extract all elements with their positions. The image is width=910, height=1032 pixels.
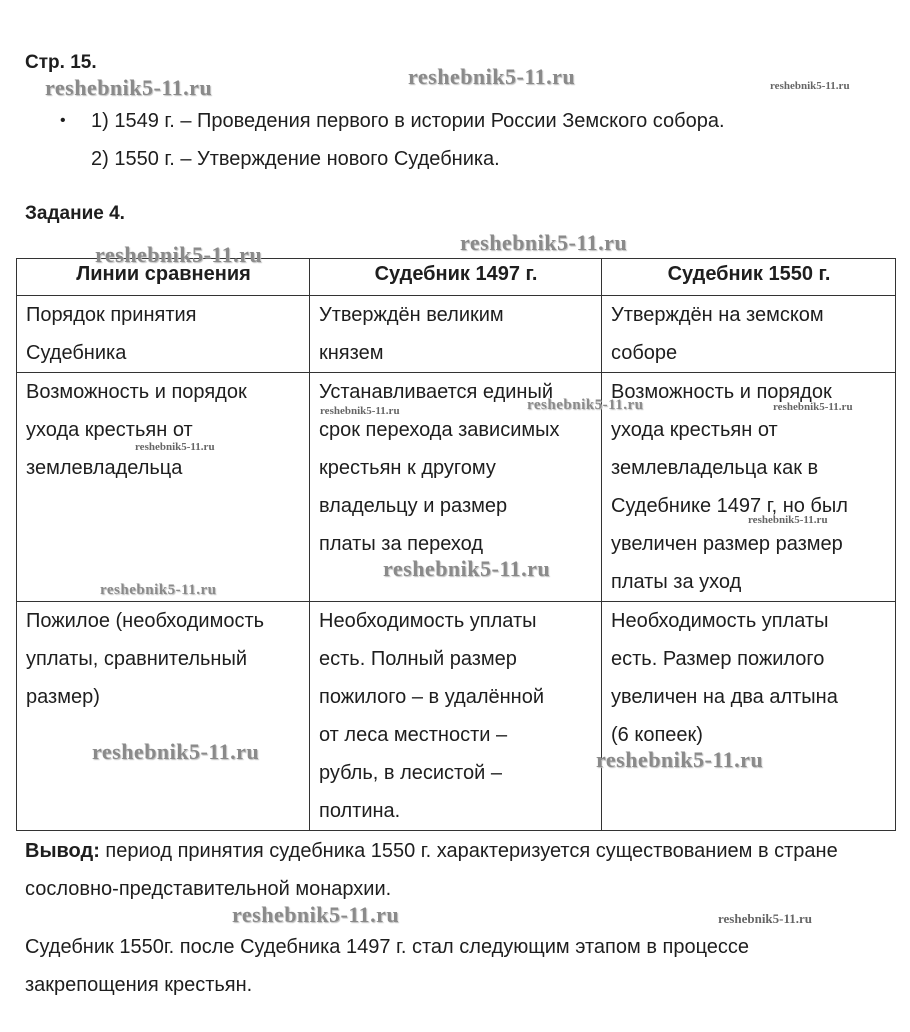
final-paragraph: Судебник 1550г. после Судебника 1497 г. стал следующим этапом в процессе закрепощения крестьян. — [25, 936, 750, 996]
watermark: reshebnik5-11.ru — [92, 739, 260, 764]
watermark: reshebnik5-11.ru — [596, 747, 764, 772]
list-item: 2) 1550 г. – Утверждение нового Судебника. — [91, 148, 500, 170]
column-header: Судебник 1497 г. — [310, 259, 602, 296]
watermark: reshebnik5-11.ru — [135, 441, 215, 453]
task-title: Задание 4. — [25, 203, 125, 224]
watermark: reshebnik5-11.ru — [408, 64, 576, 89]
conclusion-label: Вывод: — [25, 840, 100, 862]
watermark: reshebnik5-11.ru — [320, 405, 400, 417]
conclusion-paragraph — [25, 832, 885, 908]
watermark: reshebnik5-11.ru — [718, 911, 813, 926]
column-header: Линии сравнения — [17, 259, 310, 296]
conclusion-text: период принятия судебника 1550 г. характеризуется существованием в стране сословно-представительной монархии. — [25, 840, 838, 900]
page-reference: Стр. 15. — [25, 52, 97, 73]
table-cell: Утверждён великим князем — [310, 296, 602, 373]
table-cell: Возможность и порядок ухода крестьян от землевладельца как в Судебнике 1497 г, но был увеличен размер размер платы за уход — [602, 373, 896, 602]
watermark: reshebnik5-11.ru — [95, 242, 263, 267]
list-item: 1) 1549 г. – Проведения первого в истории России Земского собора. — [91, 110, 725, 132]
watermark: reshebnik5-11.ru — [232, 902, 400, 927]
watermark: reshebnik5-11.ru — [527, 397, 644, 413]
watermark: reshebnik5-11.ru — [770, 80, 850, 92]
table-cell: Необходимость уплаты есть. Размер пожилого увеличен на два алтына (6 копеек) — [602, 602, 896, 831]
table-cell: Устанавливается единый срок перехода зависимых крестьян к другому владельцу и размер платы за переход — [310, 373, 602, 602]
watermark: reshebnik5-11.ru — [383, 556, 551, 581]
column-header: Судебник 1550 г. — [602, 259, 896, 296]
table-row — [17, 602, 896, 831]
watermark: reshebnik5-11.ru — [460, 230, 628, 255]
watermark: reshebnik5-11.ru — [773, 401, 853, 413]
table-cell: Пожилое (необходимость уплаты, сравнительный размер) — [17, 602, 310, 831]
table-cell: Утверждён на земском соборе — [602, 296, 896, 373]
watermark: reshebnik5-11.ru — [100, 582, 217, 598]
table-row — [17, 296, 896, 373]
table-cell: Необходимость уплаты есть. Полный размер пожилого – в удалённой от леса местности – рубль, в лесистой – полтина. — [310, 602, 602, 831]
bullet-icon: • — [60, 112, 66, 129]
table-cell: Возможность и порядок ухода крестьян от землевладельца — [17, 373, 310, 602]
watermark: reshebnik5-11.ru — [748, 514, 828, 526]
table-cell: Порядок принятия Судебника — [17, 296, 310, 373]
watermark: reshebnik5-11.ru — [45, 75, 213, 100]
